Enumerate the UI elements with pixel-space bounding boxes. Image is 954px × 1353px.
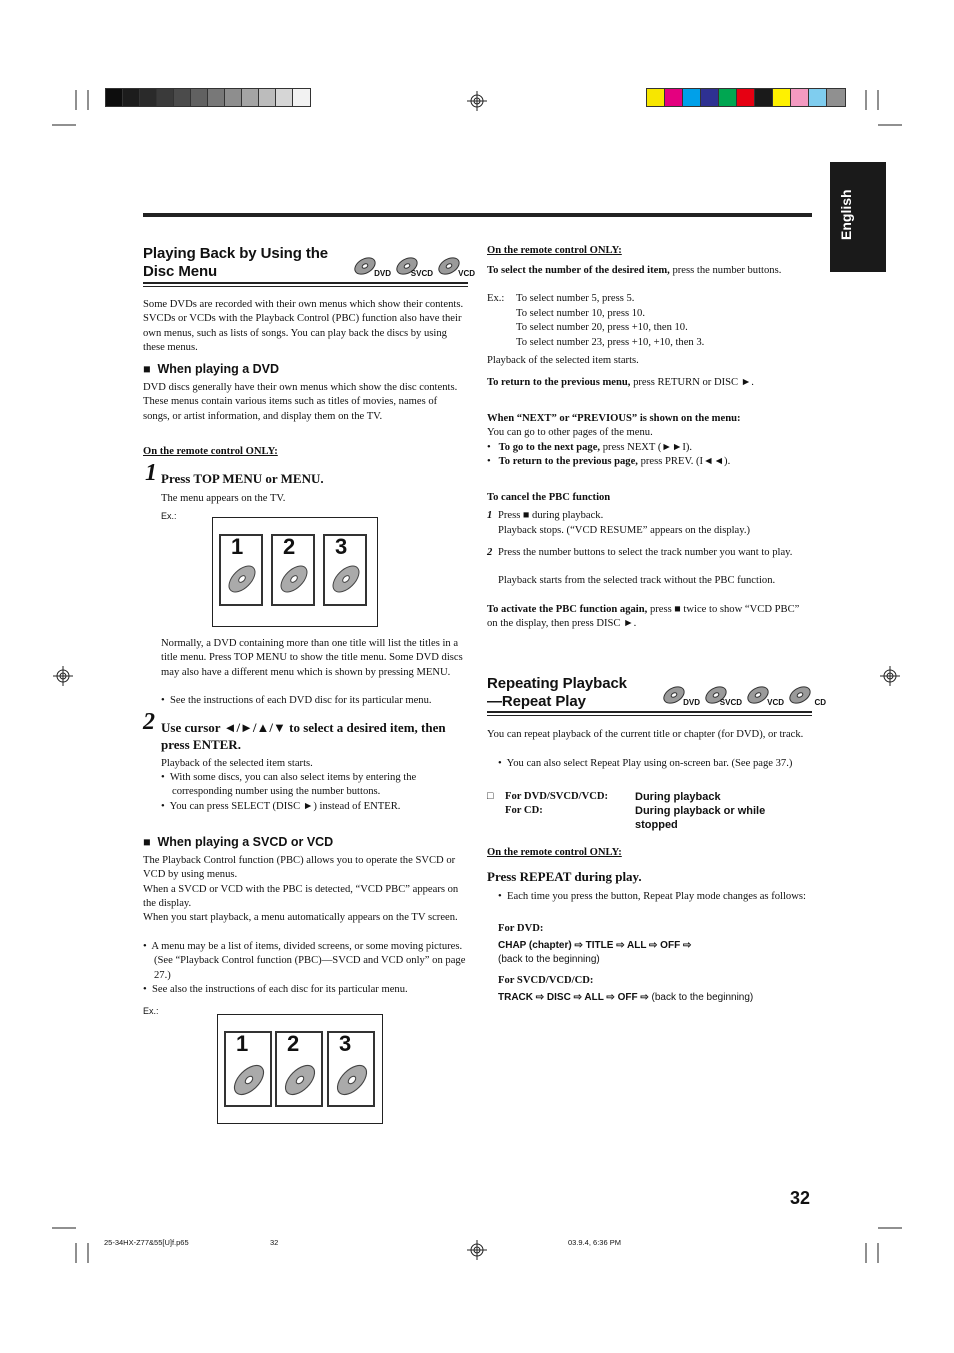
footer-file: 25-34HX-Z77&55[U]f.p65 bbox=[104, 1238, 189, 1247]
disc-badge-label: DVD bbox=[683, 698, 700, 707]
remote-only-label: On the remote control ONLY: bbox=[143, 446, 278, 457]
menu-item-number: 1 bbox=[236, 1031, 249, 1056]
calibration-swatch bbox=[276, 89, 293, 106]
svcd-repeat-line bbox=[498, 992, 753, 1003]
menu-example-dvd bbox=[212, 517, 378, 627]
disc-icon bbox=[333, 1061, 371, 1099]
table-label-cd: For CD: bbox=[505, 805, 543, 816]
remote-only-label-right: On the remote control ONLY: bbox=[487, 245, 622, 256]
next-page-bullet: • To go to the next page, press NEXT (►►I). bbox=[487, 442, 693, 453]
disc-badge-dvd bbox=[662, 685, 700, 707]
calibration-swatch bbox=[755, 89, 773, 106]
menu-item-1 bbox=[219, 534, 263, 606]
next-prev-heading: When “NEXT” or “PREVIOUS” is shown on the menu: bbox=[487, 413, 741, 424]
disc-badge-label: CD bbox=[814, 698, 826, 707]
calibration-swatch bbox=[719, 89, 737, 106]
disc-badge-icon bbox=[788, 685, 814, 705]
top-rule bbox=[143, 213, 812, 217]
activate-rest: press ■ twice to show “VCD PBC” on the display, then press DISC ►. bbox=[487, 604, 800, 630]
menu-item-number: 1 bbox=[231, 534, 244, 559]
section-title-repeat bbox=[487, 675, 627, 711]
return-rest: press RETURN or DISC ►. bbox=[630, 377, 754, 388]
step-2-sub: Playback of the selected item starts. bbox=[161, 758, 313, 769]
prev-page-rest: press PREV. (I◄◄). bbox=[637, 456, 731, 467]
svcd-paragraph-1: The Playback Control function (PBC) allows you to operate the SVCD or VCD by using menus. bbox=[143, 855, 456, 881]
section-rule-repeat bbox=[487, 711, 812, 713]
calibration-swatch bbox=[293, 89, 310, 106]
cancel-step-2-number: 2 bbox=[487, 547, 493, 558]
disc-badge-label: VCD bbox=[767, 698, 784, 707]
table-value-2: During playback or while stopped bbox=[635, 805, 766, 831]
disc-badge-vcd bbox=[746, 685, 784, 707]
language-tab bbox=[830, 162, 886, 272]
svcd-bullet-1-text: A menu may be a list of items, divided screens, or some moving pictures. (See “Playback Control function (PBC)—SVCD and VCD only” on page 27.) bbox=[151, 941, 466, 981]
repeat-title-line-2: —Repeat Play bbox=[487, 693, 586, 710]
step-2-number: 2 bbox=[143, 709, 155, 735]
calibration-swatch bbox=[647, 89, 665, 106]
playback-selected: Playback of the selected item starts. bbox=[487, 355, 639, 366]
calibration-swatch bbox=[773, 89, 791, 106]
menu-item-3 bbox=[327, 1031, 375, 1107]
example-label: Ex.: bbox=[161, 511, 177, 521]
prev-page-bold: To return to the previous page, bbox=[498, 456, 638, 467]
example-line-3: To select number 20, press +10, then 10. bbox=[516, 322, 688, 333]
cancel-step-2-sub: Playback starts from the selected track without the PBC function. bbox=[498, 575, 776, 586]
svcd-paragraph-3: When you start playback, a menu automatically appears on the TV screen. bbox=[143, 912, 458, 923]
calibration-swatch bbox=[242, 89, 259, 106]
repeat-title-line-1: Repeating Playback bbox=[487, 675, 627, 692]
menu-item-2 bbox=[275, 1031, 323, 1107]
disc-badge-label: DVD bbox=[374, 269, 391, 278]
select-number-bold: To select the number of the desired item, bbox=[487, 265, 670, 276]
calibration-swatch bbox=[140, 89, 157, 106]
calibration-swatch bbox=[665, 89, 683, 106]
next-page-bold: To go to the next page, bbox=[498, 442, 601, 453]
menu-item-number: 2 bbox=[283, 534, 296, 559]
section-rule-repeat-thin bbox=[487, 715, 812, 716]
menu-item-number: 3 bbox=[335, 534, 348, 559]
repeat-bullet-text: You can also select Repeat Play using on-screen bar. (See page 37.) bbox=[506, 758, 793, 769]
svcd-paragraph-2: When a SVCD or VCD with the PBC is detected, “VCD PBC” appears on the display. bbox=[143, 884, 459, 910]
calibration-swatch bbox=[106, 89, 123, 106]
svcd-heading: ■ When playing a SVCD or VCD bbox=[143, 835, 334, 849]
step-1-text: Press TOP MENU or MENU. bbox=[161, 471, 324, 486]
svcd-bullet-2-text: See also the instructions of each disc for its particular menu. bbox=[152, 984, 408, 995]
step-2-bullet-2: • You can press SELECT (DISC ►) instead of ENTER. bbox=[161, 801, 401, 812]
section-title-disc-menu: Playing Back by Using the Disc Menu bbox=[143, 245, 329, 280]
svcd-bullet-2: • See also the instructions of each disc for its particular menu. bbox=[143, 984, 408, 995]
select-number-rest: press the number buttons. bbox=[669, 265, 782, 276]
calibration-swatch bbox=[737, 89, 755, 106]
step-1-sub: The menu appears on the TV. bbox=[161, 493, 286, 504]
for-svcd-label: For SVCD/VCD/CD: bbox=[498, 975, 594, 986]
return-paragraph bbox=[487, 376, 754, 390]
footer-page: 32 bbox=[270, 1238, 279, 1247]
language-tab-label: English bbox=[838, 189, 854, 240]
footer-date: 03.9.4, 6:36 PM bbox=[568, 1238, 621, 1247]
calibration-swatch bbox=[191, 89, 208, 106]
step-2-bullet-1-text: With some discs, you can also select items by entering the corresponding number using the number buttons. bbox=[169, 772, 417, 798]
dvd-repeat-back: (back to the beginning) bbox=[498, 954, 600, 965]
dvd-heading: ■ When playing a DVD bbox=[143, 362, 280, 376]
menu-item-1 bbox=[224, 1031, 272, 1107]
disc-icon bbox=[225, 562, 259, 596]
disc-icon bbox=[230, 1061, 268, 1099]
svcd-repeat-sequence: TRACK ⇨ DISC ⇨ ALL ⇨ OFF ⇨ bbox=[498, 992, 649, 1003]
disc-type-badges bbox=[353, 256, 475, 278]
activate-bold: To activate the PBC function again, bbox=[487, 604, 648, 615]
disc-badge-label: SVCD bbox=[719, 698, 742, 707]
calibration-swatch bbox=[259, 89, 276, 106]
disc-type-badges-repeat bbox=[662, 685, 826, 707]
disc-badge-label: SVCD bbox=[410, 269, 433, 278]
calibration-swatch bbox=[809, 89, 827, 106]
cancel-step-1: Press ■ during playback. bbox=[498, 510, 604, 521]
repeat-bullet: • You can also select Repeat Play using on-screen bar. (See page 37.) bbox=[498, 758, 793, 769]
calibration-swatch bbox=[174, 89, 191, 106]
disc-icon bbox=[281, 1061, 319, 1099]
see-instructions-text: See the instructions of each DVD disc for its particular menu. bbox=[170, 695, 432, 706]
svcd-heading-text: When playing a SVCD or VCD bbox=[157, 835, 334, 849]
see-instructions-bullet: • See the instructions of each DVD disc for its particular menu. bbox=[161, 695, 432, 706]
cancel-pbc-heading: To cancel the PBC function bbox=[487, 492, 611, 503]
menu-item-number: 3 bbox=[339, 1031, 352, 1056]
next-page-rest: press NEXT (►►I). bbox=[600, 442, 693, 453]
disc-badge-cd bbox=[788, 685, 826, 707]
prev-page-bullet: • To return to the previous page, press PREV. (I◄◄). bbox=[487, 456, 731, 467]
table-checkbox-mark: □ bbox=[487, 791, 494, 802]
table-label-dvd-svcd-vcd: For DVD/SVCD/VCD: bbox=[505, 791, 609, 802]
examples-label: Ex.: bbox=[487, 293, 505, 304]
section-rule-thin bbox=[143, 286, 468, 287]
cancel-step-2: Press the number buttons to select the track number you want to play. bbox=[498, 547, 793, 558]
example-line-1: To select number 5, press 5. bbox=[516, 293, 635, 304]
calibration-swatch bbox=[701, 89, 719, 106]
remote-only-label-repeat: On the remote control ONLY: bbox=[487, 847, 622, 858]
select-number-paragraph bbox=[487, 264, 809, 278]
calibration-swatch bbox=[683, 89, 701, 106]
each-time-bullet: • Each time you press the button, Repeat Play mode changes as follows: bbox=[498, 891, 806, 902]
activate-pbc-paragraph bbox=[487, 603, 809, 632]
example-line-4: To select number 23, press +10, +10, then 3. bbox=[516, 337, 705, 348]
svcd-bullet-1: • A menu may be a list of items, divided screens, or some moving pictures. (See “Playback Control function (PBC)—SVCD and VCD only” on page 27.) bbox=[143, 941, 466, 981]
dvd-heading-text: When playing a DVD bbox=[157, 362, 280, 376]
menu-example-svcd bbox=[217, 1014, 383, 1124]
repeat-intro: You can repeat playback of the current title or chapter (for DVD), or track. bbox=[487, 729, 804, 740]
step-1-number: 1 bbox=[145, 460, 157, 486]
next-prev-text: You can go to other pages of the menu. bbox=[487, 427, 653, 438]
table-value-1: During playback bbox=[635, 791, 721, 803]
intro-paragraph: Some DVDs are recorded with their own menus which show their contents. SVCDs or VCDs with the Playback Control (PBC) function also have their own menus, such as lists of songs. You can play back the discs by using these menus. bbox=[143, 299, 464, 354]
disc-icon bbox=[329, 562, 363, 596]
calibration-swatch bbox=[123, 89, 140, 106]
calibration-swatch bbox=[791, 89, 809, 106]
page-number: 32 bbox=[790, 1188, 811, 1208]
disc-badge-vcd bbox=[437, 256, 475, 278]
each-time-text: Each time you press the button, Repeat Play mode changes as follows: bbox=[507, 891, 806, 902]
normally-paragraph: Normally, a DVD containing more than one title will list the titles in a title menu. Press TOP MENU to show the title menu. Some DVD discs may also have a different menu which is shown by pressing MENU. bbox=[161, 638, 463, 678]
dvd-paragraph: DVD discs generally have their own menus which show the disc contents. These menus contain various items such as titles of movies, names of songs, or artist information, and display them on the TV. bbox=[143, 382, 458, 422]
disc-icon bbox=[277, 562, 311, 596]
for-dvd-label: For DVD: bbox=[498, 923, 544, 934]
disc-badge-svcd bbox=[395, 256, 433, 278]
dvd-repeat-sequence: CHAP (chapter) ⇨ TITLE ⇨ ALL ⇨ OFF ⇨ bbox=[498, 940, 692, 951]
svcd-repeat-back: (back to the beginning) bbox=[651, 992, 754, 1003]
step-2-bullet-1: • With some discs, you can also select items by entering the corresponding number using the number buttons. bbox=[161, 772, 417, 798]
disc-badge-label: VCD bbox=[458, 269, 475, 278]
section-rule bbox=[143, 282, 468, 284]
calibration-swatch bbox=[208, 89, 225, 106]
calibration-swatch bbox=[225, 89, 242, 106]
menu-item-number: 2 bbox=[287, 1031, 300, 1056]
step-2-text: Use cursor ◄/►/▲/▼ to select a desired item, then press ENTER. bbox=[161, 720, 446, 752]
return-bold: To return to the previous menu, bbox=[487, 377, 631, 388]
example-label-2: Ex.: bbox=[143, 1006, 159, 1016]
calibration-swatch bbox=[157, 89, 174, 106]
example-line-2: To select number 10, press 10. bbox=[516, 308, 646, 319]
cancel-step-1-number: 1 bbox=[487, 510, 493, 521]
menu-item-3 bbox=[323, 534, 367, 606]
step-2-bullet-2-text: You can press SELECT (DISC ►) instead of ENTER. bbox=[169, 801, 401, 812]
cancel-step-1-sub: Playback stops. (“VCD RESUME” appears on the display.) bbox=[498, 525, 751, 536]
calibration-swatch bbox=[827, 89, 845, 106]
press-repeat: Press REPEAT during play. bbox=[487, 869, 642, 884]
menu-item-2 bbox=[271, 534, 315, 606]
disc-badge-svcd bbox=[704, 685, 742, 707]
disc-badge-dvd bbox=[353, 256, 391, 278]
